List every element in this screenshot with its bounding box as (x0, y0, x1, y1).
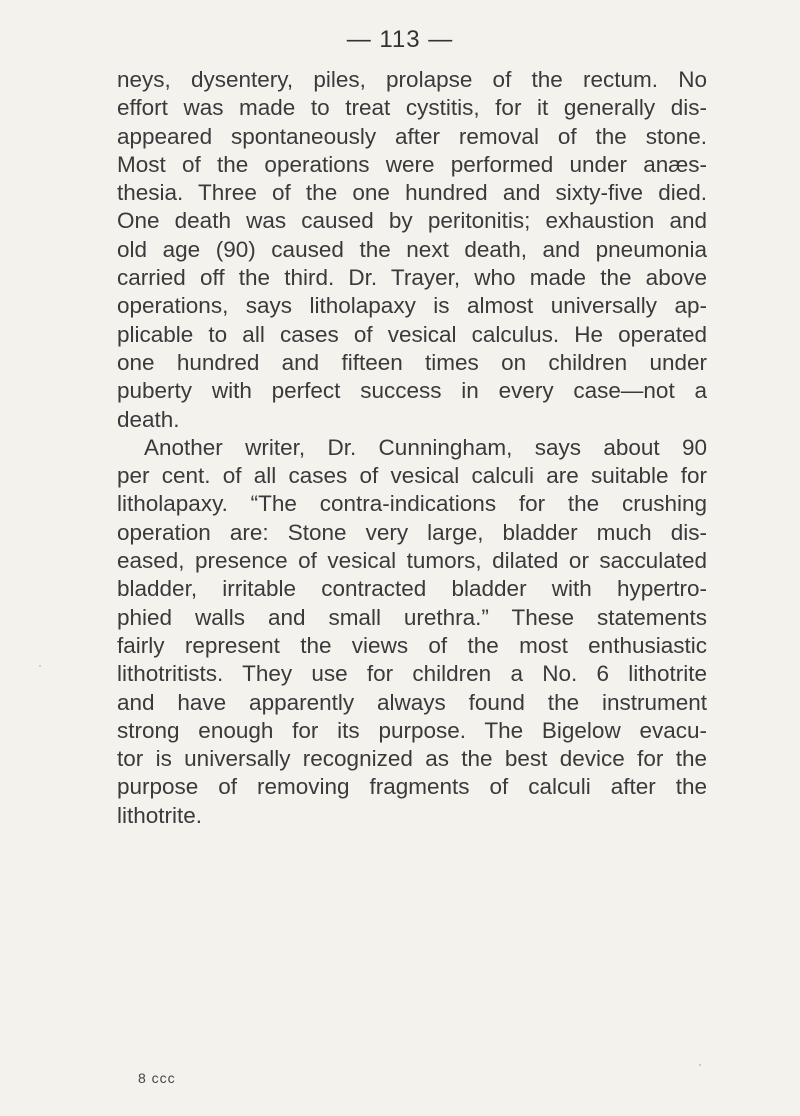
text-line: eased, presence of vesical tumors, dilated or sacculated (117, 548, 707, 574)
text-line: litholapaxy. “The contra-indications for the crushing (117, 491, 707, 517)
page-number: — 113 — (346, 26, 454, 53)
body-text (117, 66, 707, 830)
text-line: Another writer, Dr. Cunningham, says about 90 (144, 434, 707, 460)
text-line: One death was caused by peritonitis; exhaustion and (117, 208, 707, 234)
text-line: and have apparently always found the instrument (117, 689, 707, 715)
text-line: operations, says litholapaxy is almost universally ap- (117, 293, 707, 319)
text-line: purpose of removing fragments of calculi after the (117, 774, 707, 800)
text-line: carried off the third. Dr. Trayer, who made the above (117, 265, 707, 291)
text-line: Most of the operations were performed under anæs- (117, 151, 707, 177)
text-line: phied walls and small urethra.” These statements (117, 604, 707, 630)
text-line: operation are: Stone very large, bladder much dis- (117, 519, 707, 545)
text-line: bladder, irritable contracted bladder with hypertro- (117, 576, 707, 602)
text-line: effort was made to treat cystitis, for it generally dis- (117, 95, 707, 121)
text-line: fairly represent the views of the most enthusiastic (117, 632, 707, 658)
text-line: strong enough for its purpose. The Bigelow evacu- (117, 717, 707, 743)
text-line: death. (117, 406, 180, 432)
text-line: appeared spontaneously after removal of the stone. (117, 123, 707, 149)
signature-mark: 8 ccc (138, 1070, 176, 1086)
text-line: plicable to all cases of vesical calculus. He operated (117, 321, 707, 347)
text-line: per cent. of all cases of vesical calculi are suitable for (117, 463, 707, 489)
margin-speck: · (38, 658, 42, 672)
text-line: thesia. Three of the one hundred and sixty-five died. (117, 180, 707, 206)
margin-speck: ˊ (698, 1062, 702, 1076)
text-line: tor is universally recognized as the best device for the (117, 746, 707, 772)
text-line: neys, dysentery, piles, prolapse of the rectum. No (117, 67, 707, 92)
text-line: lithotritists. They use for children a No. 6 lithotrite (117, 661, 707, 687)
text-line: one hundred and fifteen times on children under (117, 349, 707, 375)
text-line: puberty with perfect success in every case—not a (117, 378, 707, 404)
text-line: lithotrite. (117, 802, 203, 828)
text-line: old age (90) caused the next death, and pneumonia (117, 236, 707, 262)
